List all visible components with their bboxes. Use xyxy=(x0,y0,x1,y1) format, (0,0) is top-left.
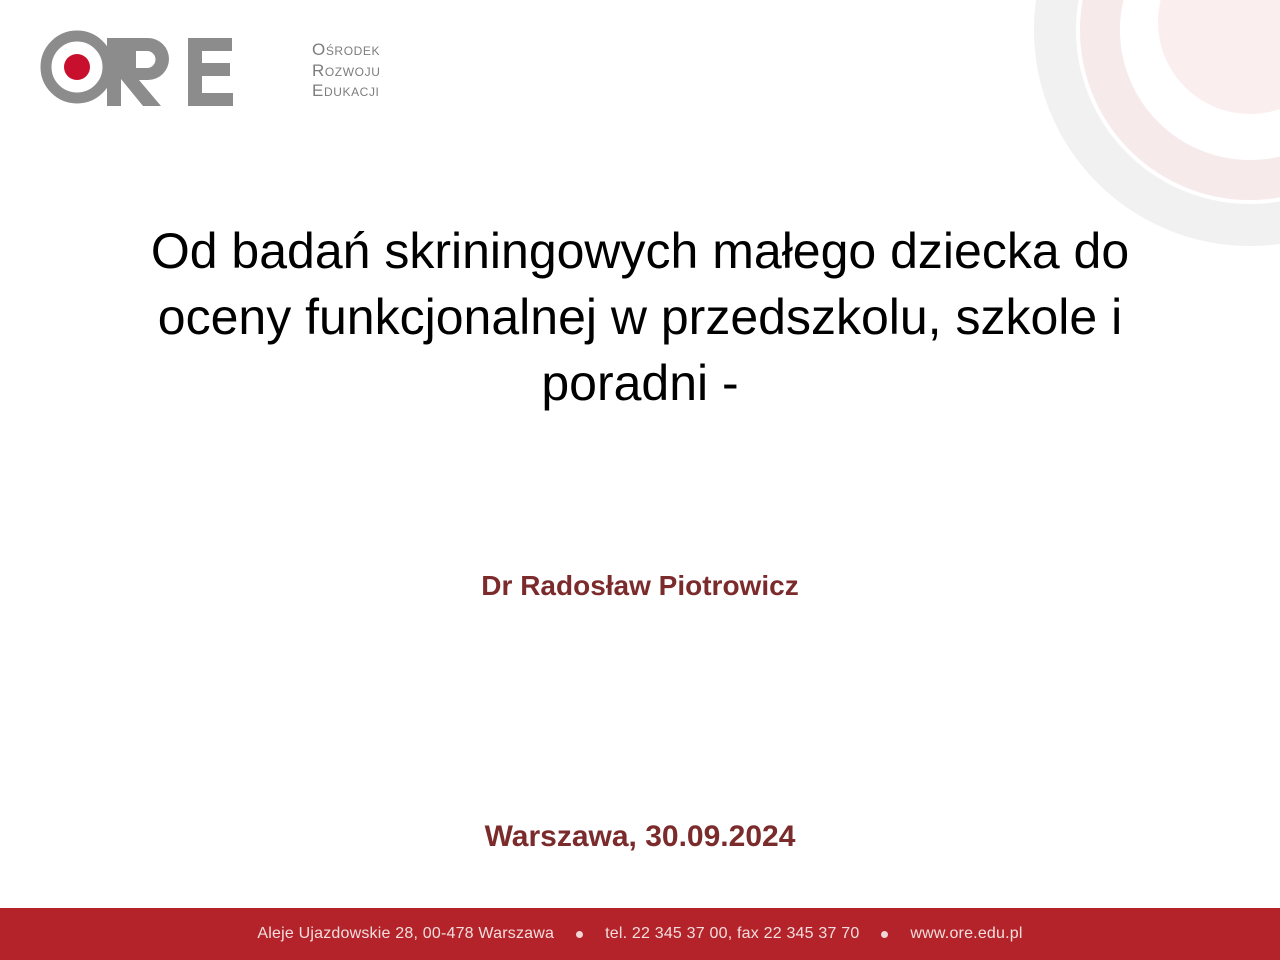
footer-address: Aleje Ujazdowskie 28, 00-478 Warszawa xyxy=(257,925,555,942)
slide-place-date: Warszawa, 30.09.2024 xyxy=(484,820,796,853)
footer-phone: tel. 22 345 37 00, fax 22 345 37 70 xyxy=(605,925,860,942)
slide-author: Dr Radosław Piotrowicz xyxy=(481,570,799,601)
decorative-arcs xyxy=(950,0,1280,250)
footer-separator-dot-2 xyxy=(881,931,888,938)
logo-line-2: Rozwoju xyxy=(312,60,381,80)
footer-separator-dot-1 xyxy=(576,931,583,938)
ore-logo-wordmark xyxy=(312,41,380,101)
logo-line-1: Ośrodek xyxy=(312,39,381,59)
footer-bar xyxy=(0,908,1280,960)
slide-title: Od badań skriningowych małego dziecka do oceny funkcjonalnej w przedszkolu, szkole i poradni - xyxy=(150,223,1130,411)
footer-website[interactable]: www.ore.edu.pl xyxy=(910,925,1023,942)
ore-logo-icon xyxy=(36,26,298,113)
logo-line-3: Edukacji xyxy=(312,81,380,101)
ore-logo xyxy=(36,26,380,113)
